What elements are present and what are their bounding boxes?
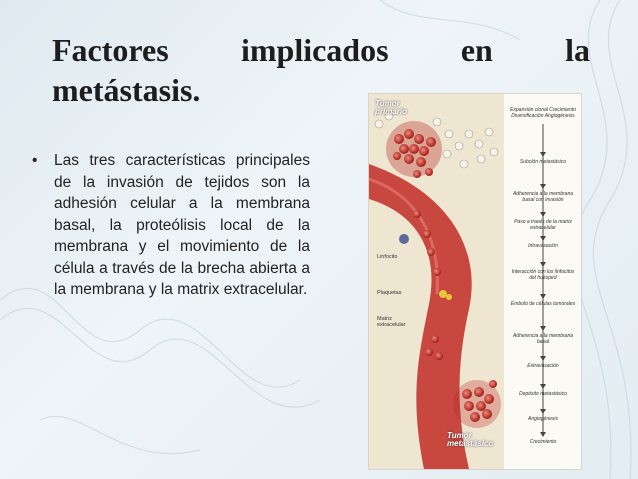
step-6: Interacción con los linfocitos del huésped (511, 269, 575, 281)
step-3: Adherencia a la membrana basal con invasión (512, 191, 574, 203)
step-5: Intravasación (528, 243, 558, 249)
metastatic-tumor (453, 380, 501, 428)
step-11: Angiogénesis (527, 416, 559, 422)
step-7: Émbolo de células tumorales (510, 301, 576, 307)
step-8: Adherencia a la membrana basal (512, 333, 574, 345)
step-1: Expansión clonal Crecimiento Diversificación Angiogénesis (510, 107, 576, 119)
label-linfocito: Linfocito (377, 254, 398, 260)
title-line-1: Factores implicados en la (52, 32, 590, 68)
metastasis-illustration (369, 94, 581, 469)
label-matriz: Matriz extracelular (377, 316, 406, 328)
bullet-text: Las tres características principales de la invasión de tejidos son la adhesión celular a la membrana basal, la proteólisis local de la membrana y el movimiento de la célula a través de la brecha abierta a la membrana y la matrix extracelular. (54, 152, 310, 298)
step-12: Crecimiento (529, 439, 557, 445)
step-2: Subclón metastásico (519, 159, 567, 165)
label-metastatic-tumor: Tumor metastásico (447, 431, 494, 448)
label-plaquetas: Plaquetas (377, 290, 402, 296)
bullet-marker: • (32, 152, 38, 169)
title-line-2: metástasis. (52, 72, 201, 108)
bullet-item (32, 150, 312, 301)
step-10: Depósito metastásico (519, 391, 567, 397)
step-9: Extravasación (527, 363, 559, 369)
label-primary-tumor: Tumor primario (375, 99, 408, 116)
metastasis-figure (368, 93, 582, 470)
step-4: Paso a través de la matriz extracelular (514, 219, 572, 231)
